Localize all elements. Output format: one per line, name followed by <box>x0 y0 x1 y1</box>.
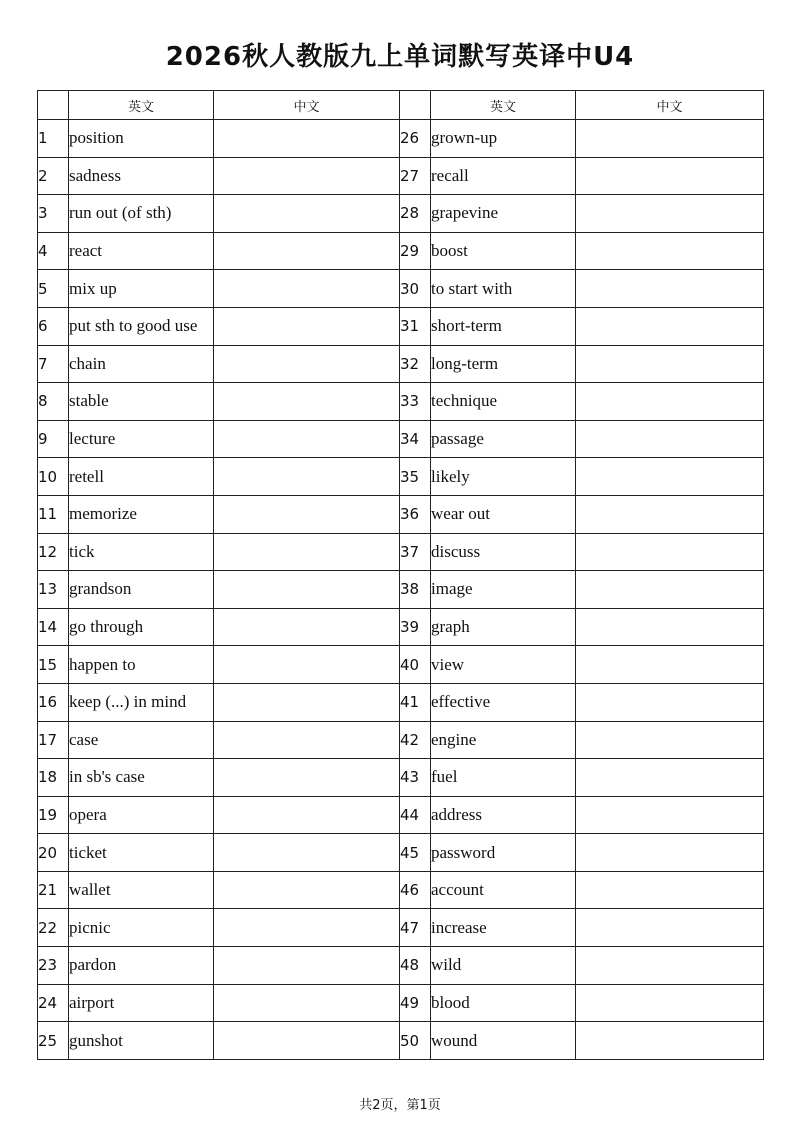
english-word: to start with <box>431 270 576 308</box>
english-word: keep (...) in mind <box>69 683 214 721</box>
row-number: 41 <box>400 683 431 721</box>
table-row <box>38 120 764 158</box>
english-word: wound <box>431 1022 576 1060</box>
english-word: tick <box>69 533 214 571</box>
chinese-answer-cell[interactable] <box>214 984 400 1022</box>
row-number: 10 <box>38 458 69 496</box>
chinese-answer-cell[interactable] <box>576 871 764 909</box>
chinese-answer-cell[interactable] <box>214 646 400 684</box>
table-row <box>38 721 764 759</box>
chinese-answer-cell[interactable] <box>576 759 764 797</box>
chinese-answer-cell[interactable] <box>214 157 400 195</box>
table-row <box>38 683 764 721</box>
english-word: technique <box>431 383 576 421</box>
vocabulary-table <box>37 90 764 1060</box>
english-word: graph <box>431 608 576 646</box>
header-chinese-right: 中文 <box>576 91 764 120</box>
row-number: 9 <box>38 420 69 458</box>
table-row <box>38 458 764 496</box>
english-word: image <box>431 571 576 609</box>
row-number: 13 <box>38 571 69 609</box>
table-row <box>38 871 764 909</box>
table-row <box>38 796 764 834</box>
english-word: retell <box>69 458 214 496</box>
table-row <box>38 608 764 646</box>
english-word: passage <box>431 420 576 458</box>
row-number: 34 <box>400 420 431 458</box>
chinese-answer-cell[interactable] <box>214 270 400 308</box>
chinese-answer-cell[interactable] <box>214 345 400 383</box>
row-number: 6 <box>38 307 69 345</box>
table-row <box>38 307 764 345</box>
chinese-answer-cell[interactable] <box>576 947 764 985</box>
row-number: 29 <box>400 232 431 270</box>
chinese-answer-cell[interactable] <box>214 533 400 571</box>
chinese-answer-cell[interactable] <box>214 871 400 909</box>
english-word: go through <box>69 608 214 646</box>
page-footer: 共2页，第1页 <box>359 1098 441 1113</box>
english-word: picnic <box>69 909 214 947</box>
header-english-left: 英文 <box>69 91 214 120</box>
chinese-answer-cell[interactable] <box>576 646 764 684</box>
row-number: 39 <box>400 608 431 646</box>
chinese-answer-cell[interactable] <box>576 571 764 609</box>
chinese-answer-cell[interactable] <box>576 1022 764 1060</box>
row-number: 22 <box>38 909 69 947</box>
english-word: in sb's case <box>69 759 214 797</box>
row-number: 28 <box>400 195 431 233</box>
row-number: 31 <box>400 307 431 345</box>
row-number: 3 <box>38 195 69 233</box>
page-title: 2026秋人教版九上单词默写英译中U4 <box>165 42 635 72</box>
chinese-answer-cell[interactable] <box>576 345 764 383</box>
chinese-answer-cell[interactable] <box>576 608 764 646</box>
chinese-answer-cell[interactable] <box>576 270 764 308</box>
row-number: 12 <box>38 533 69 571</box>
english-word: airport <box>69 984 214 1022</box>
chinese-answer-cell[interactable] <box>214 571 400 609</box>
table-row <box>38 232 764 270</box>
table-row <box>38 495 764 533</box>
english-word: short-term <box>431 307 576 345</box>
english-word: discuss <box>431 533 576 571</box>
table-row <box>38 270 764 308</box>
table-row <box>38 646 764 684</box>
english-word: grapevine <box>431 195 576 233</box>
chinese-answer-cell[interactable] <box>576 232 764 270</box>
chinese-answer-cell[interactable] <box>576 458 764 496</box>
row-number: 20 <box>38 834 69 872</box>
table-row <box>38 383 764 421</box>
english-word: likely <box>431 458 576 496</box>
english-word: happen to <box>69 646 214 684</box>
table-row <box>38 533 764 571</box>
chinese-answer-cell[interactable] <box>576 796 764 834</box>
table-row <box>38 834 764 872</box>
english-word: lecture <box>69 420 214 458</box>
row-number: 1 <box>38 120 69 158</box>
english-word: view <box>431 646 576 684</box>
english-word: password <box>431 834 576 872</box>
chinese-answer-cell[interactable] <box>576 383 764 421</box>
english-word: memorize <box>69 495 214 533</box>
table-row <box>38 1022 764 1060</box>
english-word: grown-up <box>431 120 576 158</box>
chinese-answer-cell[interactable] <box>214 608 400 646</box>
english-word: opera <box>69 796 214 834</box>
row-number: 43 <box>400 759 431 797</box>
english-word: engine <box>431 721 576 759</box>
chinese-answer-cell[interactable] <box>576 834 764 872</box>
english-word: pardon <box>69 947 214 985</box>
chinese-answer-cell[interactable] <box>214 458 400 496</box>
chinese-answer-cell[interactable] <box>576 420 764 458</box>
english-word: react <box>69 232 214 270</box>
english-word: wear out <box>431 495 576 533</box>
chinese-answer-cell[interactable] <box>214 383 400 421</box>
chinese-answer-cell[interactable] <box>576 984 764 1022</box>
english-word: address <box>431 796 576 834</box>
english-word: grandson <box>69 571 214 609</box>
chinese-answer-cell[interactable] <box>214 1022 400 1060</box>
english-word: account <box>431 871 576 909</box>
row-number: 5 <box>38 270 69 308</box>
chinese-answer-cell[interactable] <box>214 796 400 834</box>
row-number: 42 <box>400 721 431 759</box>
english-word: chain <box>69 345 214 383</box>
row-number: 44 <box>400 796 431 834</box>
chinese-answer-cell[interactable] <box>214 495 400 533</box>
chinese-answer-cell[interactable] <box>214 683 400 721</box>
row-number: 48 <box>400 947 431 985</box>
row-number: 16 <box>38 683 69 721</box>
header-row <box>38 91 764 120</box>
row-number: 26 <box>400 120 431 158</box>
row-number: 15 <box>38 646 69 684</box>
row-number: 17 <box>38 721 69 759</box>
table-row <box>38 909 764 947</box>
row-number: 30 <box>400 270 431 308</box>
header-num-left <box>38 91 69 120</box>
row-number: 23 <box>38 947 69 985</box>
header-num-right <box>400 91 431 120</box>
chinese-answer-cell[interactable] <box>576 157 764 195</box>
row-number: 4 <box>38 232 69 270</box>
row-number: 47 <box>400 909 431 947</box>
chinese-answer-cell[interactable] <box>214 909 400 947</box>
row-number: 37 <box>400 533 431 571</box>
chinese-answer-cell[interactable] <box>576 120 764 158</box>
english-word: position <box>69 120 214 158</box>
english-word: long-term <box>431 345 576 383</box>
english-word: case <box>69 721 214 759</box>
english-word: recall <box>431 157 576 195</box>
row-number: 21 <box>38 871 69 909</box>
row-number: 2 <box>38 157 69 195</box>
english-word: gunshot <box>69 1022 214 1060</box>
row-number: 45 <box>400 834 431 872</box>
header-chinese-left: 中文 <box>214 91 400 120</box>
chinese-answer-cell[interactable] <box>576 533 764 571</box>
english-word: ticket <box>69 834 214 872</box>
chinese-answer-cell[interactable] <box>214 195 400 233</box>
chinese-answer-cell[interactable] <box>214 420 400 458</box>
row-number: 8 <box>38 383 69 421</box>
chinese-answer-cell[interactable] <box>214 947 400 985</box>
row-number: 36 <box>400 495 431 533</box>
row-number: 27 <box>400 157 431 195</box>
table-row <box>38 984 764 1022</box>
english-word: increase <box>431 909 576 947</box>
english-word: mix up <box>69 270 214 308</box>
chinese-answer-cell[interactable] <box>576 721 764 759</box>
table-row <box>38 345 764 383</box>
english-word: boost <box>431 232 576 270</box>
chinese-answer-cell[interactable] <box>576 495 764 533</box>
english-word: sadness <box>69 157 214 195</box>
row-number: 49 <box>400 984 431 1022</box>
row-number: 35 <box>400 458 431 496</box>
english-word: run out (of sth) <box>69 195 214 233</box>
chinese-answer-cell[interactable] <box>214 120 400 158</box>
chinese-answer-cell[interactable] <box>576 683 764 721</box>
english-word: blood <box>431 984 576 1022</box>
english-word: put sth to good use <box>69 307 214 345</box>
row-number: 40 <box>400 646 431 684</box>
chinese-answer-cell[interactable] <box>576 307 764 345</box>
chinese-answer-cell[interactable] <box>214 232 400 270</box>
row-number: 14 <box>38 608 69 646</box>
row-number: 19 <box>38 796 69 834</box>
row-number: 50 <box>400 1022 431 1060</box>
row-number: 7 <box>38 345 69 383</box>
chinese-answer-cell[interactable] <box>576 195 764 233</box>
row-number: 38 <box>400 571 431 609</box>
row-number: 24 <box>38 984 69 1022</box>
english-word: effective <box>431 683 576 721</box>
table-row <box>38 157 764 195</box>
chinese-answer-cell[interactable] <box>214 759 400 797</box>
table-row <box>38 759 764 797</box>
row-number: 18 <box>38 759 69 797</box>
table-row <box>38 571 764 609</box>
english-word: wallet <box>69 871 214 909</box>
row-number: 25 <box>38 1022 69 1060</box>
english-word: stable <box>69 383 214 421</box>
table-row <box>38 947 764 985</box>
row-number: 33 <box>400 383 431 421</box>
header-english-right: 英文 <box>431 91 576 120</box>
chinese-answer-cell[interactable] <box>576 909 764 947</box>
table-row <box>38 195 764 233</box>
chinese-answer-cell[interactable] <box>214 834 400 872</box>
chinese-answer-cell[interactable] <box>214 307 400 345</box>
row-number: 11 <box>38 495 69 533</box>
row-number: 32 <box>400 345 431 383</box>
english-word: fuel <box>431 759 576 797</box>
chinese-answer-cell[interactable] <box>214 721 400 759</box>
english-word: wild <box>431 947 576 985</box>
row-number: 46 <box>400 871 431 909</box>
table-row <box>38 420 764 458</box>
